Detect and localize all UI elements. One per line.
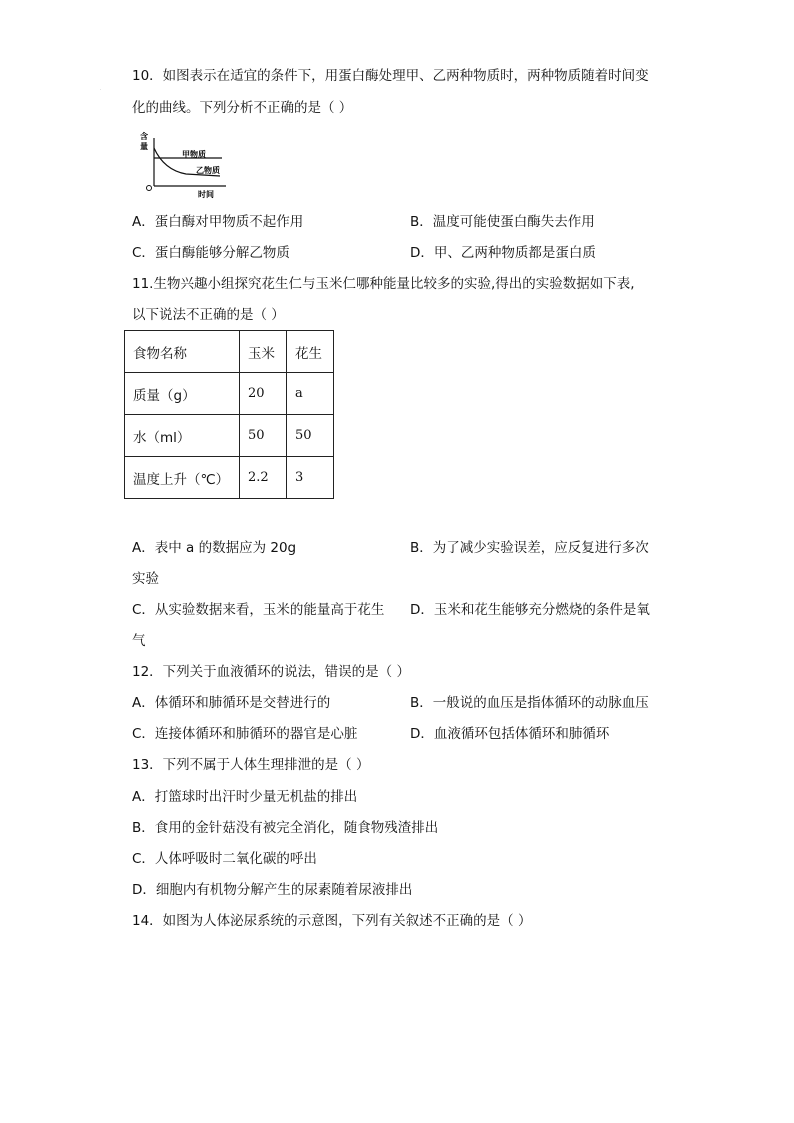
q10-graph bbox=[100, 90, 240, 202]
q11-option-d: D．玉米和花生能够充分燃烧的条件是氧 bbox=[410, 602, 650, 618]
q13-stem: 13．下列不属于人体生理排泄的是（ ） bbox=[132, 757, 370, 773]
table-row bbox=[125, 415, 334, 457]
table-cell: 水（ml） bbox=[125, 415, 240, 457]
q13-option-c: C．人体呼吸时二氧化碳的呼出 bbox=[132, 851, 317, 867]
q11-option-c: C．从实验数据来看，玉米的能量高于花生 bbox=[132, 602, 385, 618]
q13-option-a: A．打篮球时出汗时少量无机盐的排出 bbox=[132, 789, 358, 805]
origin-marker bbox=[147, 186, 152, 191]
q14-stem: 14．如图为人体泌尿系统的示意图，下列有关叙述不正确的是（ ） bbox=[132, 913, 532, 929]
table-cell: 3 bbox=[287, 457, 334, 499]
table-header-cell: 花生 bbox=[287, 331, 334, 373]
q11-option-a: A．表中 a 的数据应为 20g bbox=[132, 540, 297, 556]
y-label-top: 含 bbox=[140, 132, 148, 141]
table-cell: 20 bbox=[240, 373, 287, 415]
table-cell: 2.2 bbox=[240, 457, 287, 499]
q10-stem-line1: 10．如图表示在适宜的条件下，用蛋白酶处理甲、乙两种物质时，两种物质随着时间变 bbox=[132, 68, 649, 84]
q12-option-c: C．连接体循环和肺循环的器官是心脏 bbox=[132, 726, 358, 742]
q12-option-a: A．体循环和肺循环是交替进行的 bbox=[132, 695, 331, 711]
q10-option-a: A．蛋白酶对甲物质不起作用 bbox=[132, 214, 304, 230]
q10-option-b: B．温度可能使蛋白酶失去作用 bbox=[410, 214, 595, 230]
table-row bbox=[125, 373, 334, 415]
q12-option-d: D．血液循环包括体循环和肺循环 bbox=[410, 726, 610, 742]
q13-option-d: D．细胞内有机物分解产生的尿素随着尿液排出 bbox=[132, 882, 413, 898]
q11-option-d-continued: 气 bbox=[132, 633, 146, 649]
q11-stem-line2: 以下说法不正确的是（ ） bbox=[132, 307, 285, 323]
q11-option-b-continued: 实验 bbox=[132, 571, 159, 587]
table-cell: 50 bbox=[240, 415, 287, 457]
q12-option-b: B．一般说的血压是指体循环的动脉血压 bbox=[410, 695, 649, 711]
x-label: 时间 bbox=[198, 190, 214, 199]
table-cell: a bbox=[287, 373, 334, 415]
q11-stem-line1: 11.生物兴趣小组探究花生仁与玉米仁哪种能量比较多的实验,得出的实验数据如下表, bbox=[132, 276, 635, 292]
table-cell: 温度上升（℃） bbox=[125, 457, 240, 499]
q10-stem-line2: 化的曲线。下列分析不正确的是（ ） bbox=[132, 100, 353, 116]
series-a-label: 甲物质 bbox=[182, 150, 206, 159]
origin-label: O bbox=[100, 90, 101, 91]
table-row bbox=[125, 457, 334, 499]
q11-data-table bbox=[124, 330, 334, 499]
series-b-label: 乙物质 bbox=[196, 166, 220, 175]
table-header-row bbox=[125, 331, 334, 373]
q10-option-c: C．蛋白酶能够分解乙物质 bbox=[132, 245, 290, 261]
q11-option-b: B．为了减少实验误差，应反复进行多次 bbox=[410, 540, 649, 556]
table-header-cell: 食物名称 bbox=[125, 331, 240, 373]
table-cell: 50 bbox=[287, 415, 334, 457]
q13-option-b: B．食用的金针菇没有被完全消化，随食物残渣排出 bbox=[132, 820, 439, 836]
q10-option-d: D．甲、乙两种物质都是蛋白质 bbox=[410, 245, 596, 261]
table-cell: 质量（g） bbox=[125, 373, 240, 415]
y-label-bottom: 量 bbox=[140, 142, 148, 151]
q12-stem: 12．下列关于血液循环的说法，错误的是（ ） bbox=[132, 664, 410, 680]
table-header-cell: 玉米 bbox=[240, 331, 287, 373]
